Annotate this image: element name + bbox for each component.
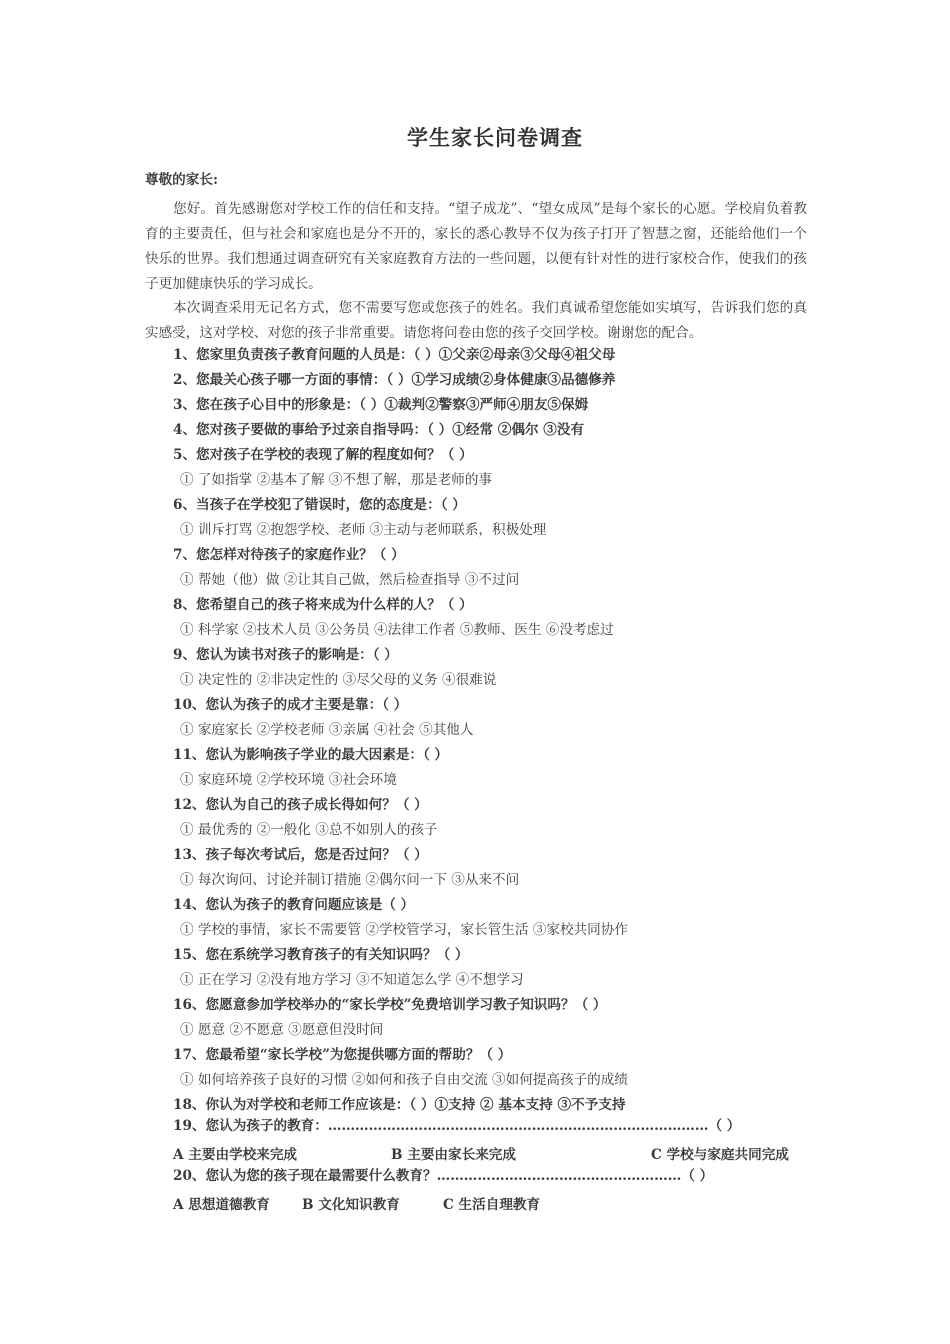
question-8: 8、您希望自己的孩子将来成为什么样的人？（ ） bbox=[173, 597, 473, 613]
question-8-options: ① 科学家 ②技术人员 ③公务员 ④法律工作者 ⑤教师、医生 ⑥没考虑过 bbox=[180, 622, 614, 638]
question-10-options: ① 家庭家长 ②学校老师 ③亲属 ④社会 ⑤其他人 bbox=[180, 722, 474, 738]
salutation: 尊敬的家长: bbox=[145, 172, 218, 188]
question-13: 13、孩子每次考试后，您是否过问？（ ） bbox=[173, 847, 428, 863]
intro-paragraph-2: 本次调查采用无记名方式，您不需要写您或您孩子的姓名。我们真诚希望您能如实填写，告诉我们您的真实感受，这对学校、对您的孩子非常重要。请您将问卷由您的孩子交回学校。谢谢您的配合。 bbox=[145, 300, 807, 341]
q20-choice-b: B 文化知识教育 bbox=[302, 1197, 400, 1213]
question-2: 2、您最关心孩子哪一方面的事情：（ ）①学习成绩②身体健康③品德修养 bbox=[173, 372, 616, 388]
page-title: 学生家长问卷调查 bbox=[407, 125, 583, 150]
q20-choice-a: A 思想道德教育 bbox=[173, 1197, 270, 1213]
question-19: 19、您认为孩子的教育：…………………………………………………………………………（ ） bbox=[173, 1118, 741, 1134]
question-16-options: ① 愿意 ②不愿意 ③愿意但没时间 bbox=[180, 1022, 384, 1038]
question-9: 9、您认为读书对孩子的影响是：（ ） bbox=[173, 647, 398, 663]
question-4: 4、您对孩子要做的事给予过亲自指导吗：（ ）①经常 ②偶尔 ③没有 bbox=[173, 422, 585, 438]
q20-choice-c: C 生活自理教育 bbox=[443, 1197, 541, 1213]
question-1: 1、您家里负责孩子教育问题的人员是：（ ）①父亲②母亲③父母④祖父母 bbox=[173, 347, 616, 363]
question-12: 12、您认为自己的孩子成长得如何？（ ） bbox=[173, 797, 428, 813]
question-5: 5、您对孩子在学校的表现了解的程度如何？（ ） bbox=[173, 447, 473, 463]
question-14: 14、您认为孩子的教育问题应该是（ ） bbox=[173, 897, 415, 913]
question-9-options: ① 决定性的 ②非决定性的 ③尽父母的义务 ④很难说 bbox=[180, 672, 497, 688]
question-11-options: ① 家庭环境 ②学校环境 ③社会环境 bbox=[180, 772, 397, 788]
question-15-options: ① 正在学习 ②没有地方学习 ③不知道怎么学 ④不想学习 bbox=[180, 972, 524, 988]
q19-choice-a: A 主要由学校来完成 bbox=[173, 1147, 298, 1163]
question-5-options: ① 了如指掌 ②基本了解 ③不想了解，那是老师的事 bbox=[180, 472, 493, 488]
question-20: 20、您认为您的孩子现在最需要什么教育？………………………………………………（ ） bbox=[173, 1168, 714, 1184]
intro-paragraph-1: 您好。首先感谢您对学校工作的信任和支持。“望子成龙”、“望女成凤”是每个家长的心愿。学校肩负着教育的主要责任，但与社会和家庭也是分不开的，家长的悉心教导不仅为孩子打开了智慧之窗，还能给他们一个快乐的世界。我们想通过调查研究有关家庭教育方法的一些问题，以便有针对性的进行家校合作，使我们的孩子更加健康快乐的学习成长。 bbox=[145, 201, 807, 292]
q19-choice-b: B 主要由家长来完成 bbox=[391, 1147, 516, 1163]
question-18: 18、你认为对学校和老师工作应该是：（ ）①支持 ② 基本支持 ③不予支持 bbox=[173, 1097, 626, 1113]
question-6-options: ① 训斥打骂 ②抱怨学校、老师 ③主动与老师联系，积极处理 bbox=[180, 522, 547, 538]
question-16: 16、您愿意参加学校举办的“家长学校”免费培训学习教子知识吗？（ ） bbox=[173, 997, 607, 1013]
question-17-options: ① 如何培养孩子良好的习惯 ②如何和孩子自由交流 ③如何提高孩子的成绩 bbox=[180, 1072, 628, 1088]
question-13-options: ① 每次询问、讨论并制订措施 ②偶尔问一下 ③从来不问 bbox=[180, 872, 520, 888]
question-17: 17、您最希望“家长学校”为您提供哪方面的帮助？（ ） bbox=[173, 1047, 512, 1063]
question-3: 3、您在孩子心目中的形象是：（ ）①裁判②警察③严师④朋友⑤保姆 bbox=[173, 397, 589, 413]
question-11: 11、您认为影响孩子学业的最大因素是：（ ） bbox=[173, 747, 449, 763]
question-12-options: ① 最优秀的 ②一般化 ③总不如别人的孩子 bbox=[180, 822, 438, 838]
question-7: 7、您怎样对待孩子的家庭作业？（ ） bbox=[173, 547, 405, 563]
question-10: 10、您认为孩子的成才主要是靠：（ ） bbox=[173, 697, 408, 713]
question-7-options: ① 帮她（他）做 ②让其自己做，然后检查指导 ③不过问 bbox=[180, 572, 520, 588]
question-14-options: ① 学校的事情，家长不需要管 ②学校管学习，家长管生活 ③家校共同协作 bbox=[180, 922, 628, 938]
q19-choice-c: C 学校与家庭共同完成 bbox=[651, 1147, 789, 1163]
question-15: 15、您在系统学习教育孩子的有关知识吗？（ ） bbox=[173, 947, 469, 963]
question-6: 6、当孩子在学校犯了错误时，您的态度是：（ ） bbox=[173, 497, 466, 513]
